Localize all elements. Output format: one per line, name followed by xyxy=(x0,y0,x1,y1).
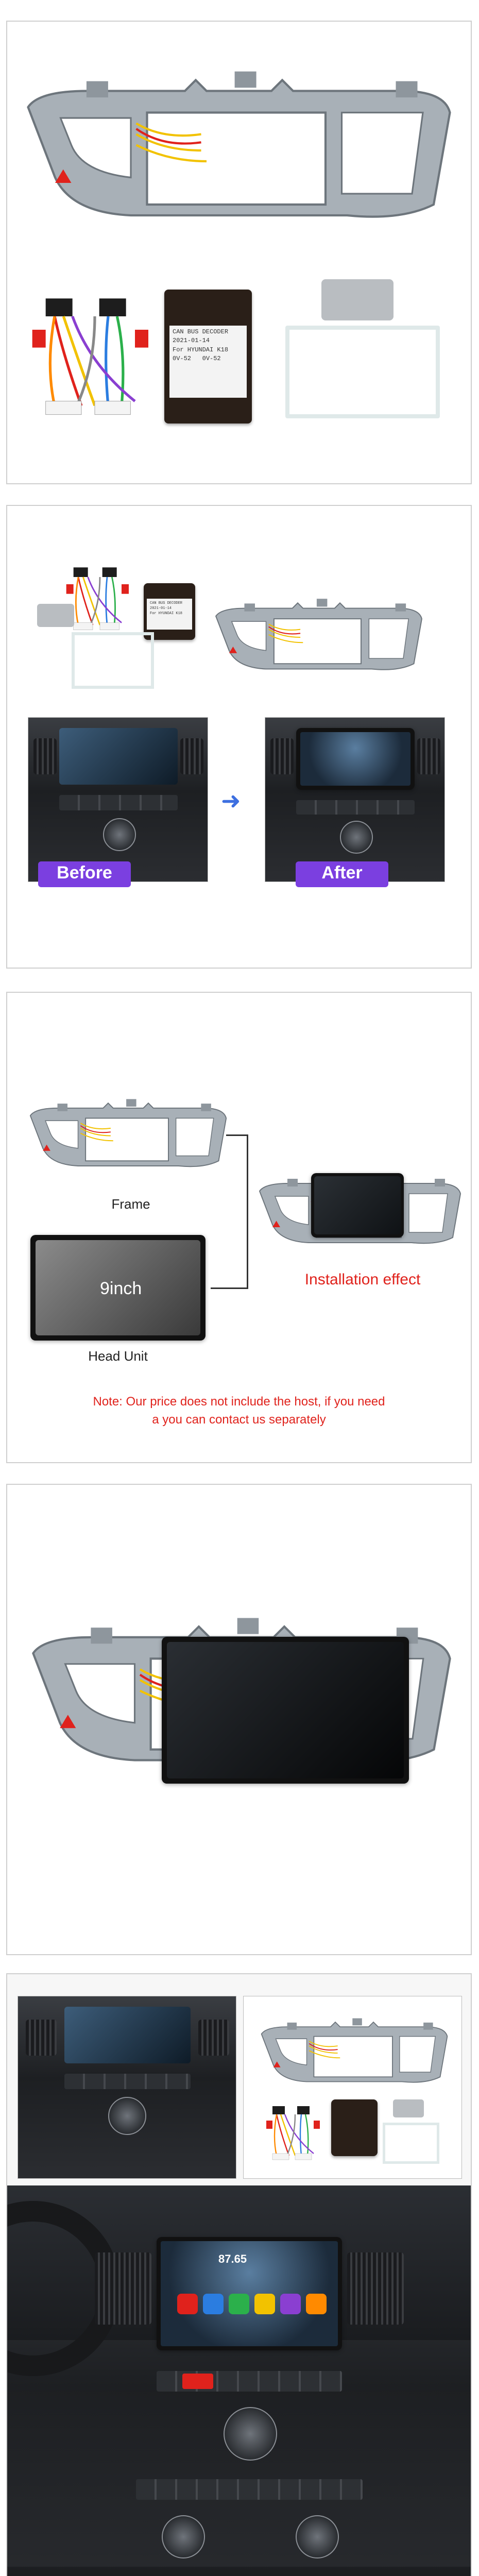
before-screen xyxy=(59,728,178,785)
gray-mount-part xyxy=(321,279,394,320)
product-parts-panel xyxy=(6,21,472,484)
screen-size-label: 9inch xyxy=(100,1279,142,1298)
frame-small-image xyxy=(213,588,424,686)
white-bracket-image xyxy=(285,326,440,418)
head-unit-installed-large xyxy=(162,1637,409,1784)
decoder-line-2: 2021-01-14 xyxy=(173,337,210,345)
gray-mount-small xyxy=(37,604,74,627)
installed-head-unit xyxy=(311,1173,404,1238)
real-car-photos-panel xyxy=(6,1973,472,2576)
decoder-line-4b: 0V-52 xyxy=(202,355,221,363)
white-bracket-small xyxy=(72,632,154,689)
assembled-unit-panel xyxy=(6,1484,472,1955)
bracket-line-top xyxy=(226,1134,247,1136)
decoder-line-1: CAN BUS DECODER xyxy=(173,328,229,335)
before-photo xyxy=(28,717,208,882)
arrow-right-icon: ➜ xyxy=(221,787,241,814)
original-dashboard-photo xyxy=(18,1996,236,2179)
note-line-2: a you can contact us separately xyxy=(152,1413,326,1427)
note-line-1: Note: Our price does not include the host, if you need xyxy=(93,1395,385,1409)
after-photo xyxy=(265,717,445,882)
dashboard-frame-image xyxy=(23,53,455,248)
kit-photo xyxy=(243,1996,462,2179)
decoder-small-image: CAN BUS DECODER 2021-01-14 For HYUNDAI K18 xyxy=(144,583,195,640)
frame-diagram-image xyxy=(28,1088,229,1183)
head-unit-label: Head Unit xyxy=(88,1348,148,1364)
clock-readout: 87.65 xyxy=(218,2252,247,2265)
installation-diagram-panel xyxy=(6,992,472,1463)
canbus-decoder-box xyxy=(164,290,252,423)
decoder-label xyxy=(169,326,247,398)
before-label: Before xyxy=(57,863,112,883)
bracket-line-bottom xyxy=(211,1287,248,1289)
harness-small-image xyxy=(64,555,136,642)
wiring-harness-image xyxy=(28,264,162,449)
frame-label: Frame xyxy=(111,1196,150,1212)
bracket-line-vertical xyxy=(247,1134,248,1289)
decoder-line-3: For HYUNDAI K18 xyxy=(173,346,229,353)
installed-car-photo xyxy=(7,2185,471,2576)
decoder-line-4a: 0V-52 xyxy=(173,355,192,363)
installed-head-unit-screen xyxy=(157,2237,342,2350)
after-head-unit xyxy=(296,728,415,790)
after-label: After xyxy=(321,863,363,883)
before-after-panel xyxy=(6,505,472,969)
installation-effect-label: Installation effect xyxy=(304,1271,421,1288)
